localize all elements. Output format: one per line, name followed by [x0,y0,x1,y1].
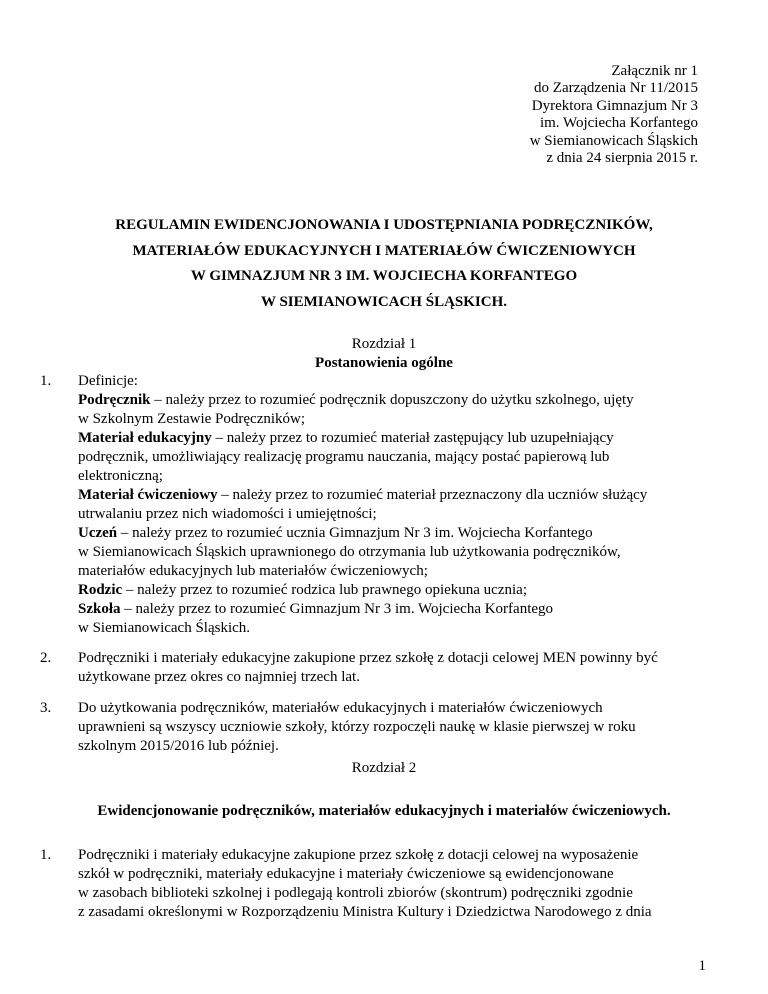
chapter1-label: Rozdział 1 [351,336,417,352]
definition-text: podręcznik, umożliwiający realizację programu nauczania, mający postać papierową lub [78,449,610,465]
definition-rodzic [78,581,720,600]
title-line: MATERIAŁÓW EDUKACYJNYCH I MATERIAŁÓW ĆWICZENIOWYCH [132,242,636,259]
item-number: 1. [40,847,52,863]
item-text: z zasadami określonymi w Rozporządzeniu Ministra Kultury i Dziedzictwa Narodowego z dnia [78,904,652,920]
annex-reference [530,63,698,167]
item-text: w zasobach biblioteki szkolnej i podlegają kontroli zbiorów (skontrum) podręczniki zgodnie [78,885,633,901]
definition-text: – należy przez to rozumieć rodzica lub prawnego opiekuna ucznia; [122,582,527,598]
definitions-intro: Definicje: [78,373,138,389]
annex-line: w Siemianowicach Śląskich [529,132,698,149]
title-line: REGULAMIN EWIDENCJONOWANIA I UDOSTĘPNIANIA PODRĘCZNIKÓW, [115,217,653,233]
item-text: uprawnieni są wszyscy uczniowie szkoły, którzy rozpoczęli naukę w klasie pierwszej w roku [78,719,636,735]
annex-line: z dnia 24 sierpnia 2015 r. [546,150,698,167]
definition-text: – należy przez to rozumieć materiał zastępujący lub uzupełniający [211,430,614,446]
definition-podrecznik [78,391,720,410]
item-text: szkół w podręczniki, materiały edukacyjne i materiały ćwiczeniowe są ewidencjonowane [78,866,614,882]
document-title [60,213,708,315]
definition-text: – należy przez to rozumieć podręcznik dopuszczony do użytku szkolnego, ujęty [150,392,634,408]
chapter1-heading: Postanowienia ogólne [315,355,453,371]
title-line: W GIMNAZJUM NR 3 IM. WOJCIECHA KORFANTEGO [190,268,578,284]
definition-material-edukacyjny [78,429,720,448]
item-text: Do użytkowania podręczników, materiałów edukacyjnych i materiałów ćwiczeniowych [78,700,603,716]
definition-term: Materiał edukacyjny [78,430,212,446]
definition-uczen [78,524,720,543]
definition-term: Uczeń [78,525,118,541]
annex-line: do Zarządzenia Nr 11/2015 [534,80,698,97]
definition-term: Rodzic [78,582,123,598]
annex-line: Załącznik nr 1 [611,63,698,79]
page-number: 1 [698,958,706,974]
chapter2-label: Rozdział 2 [351,760,417,776]
annex-line: Dyrektora Gimnazjum Nr 3 [531,97,698,114]
definition-text: – należy przez to rozumieć Gimnazjum Nr 3 im. Wojciecha Korfantego [120,601,554,617]
definition-text: elektroniczną; [78,468,163,484]
title-line: W SIEMIANOWICACH ŚLĄSKICH. [260,293,508,310]
definition-text: w Siemianowicach Śląskich uprawnionego do otrzymania lub użytkowania podręczników, [78,544,621,560]
list-item [40,372,720,638]
definition-term: Podręcznik [78,392,151,408]
definition-text: materiałów edukacyjnych lub materiałów ćwiczeniowych; [78,563,428,579]
definition-material-cwiczeniowy [78,486,720,505]
definition-term: Szkoła [78,601,121,617]
item-text: Podręczniki i materiały edukacyjne zakupione przez szkołę z dotacji celowej MEN powinny być [78,650,658,666]
chapter1-list [40,372,720,756]
definition-szkola [78,600,720,619]
item-text: użytkowane przez okres co najmniej trzech lat. [78,669,360,685]
definition-text: – należy przez to rozumieć materiał przeznaczony dla uczniów służący [217,487,648,503]
list-item [40,699,720,756]
definition-term: Materiał ćwiczeniowy [78,487,218,503]
list-item [40,846,720,922]
chapter2-heading: Ewidencjonowanie podręczników, materiałów edukacyjnych i materiałów ćwiczeniowych. [97,803,671,819]
item-number: 2. [40,650,52,666]
chapter2-list [40,846,720,922]
definition-text: w Szkolnym Zestawie Podręczników; [78,411,306,427]
definition-text: – należy przez to rozumieć ucznia Gimnazjum Nr 3 im. Wojciecha Korfantego [117,525,593,541]
definition-text: w Siemianowicach Śląskich. [78,620,251,636]
item-number: 1. [40,373,52,389]
definition-text: utrwalaniu przez nich wiadomości i umiejętności; [78,506,377,522]
item-text: szkolnym 2015/2016 lub później. [78,738,279,754]
list-item [40,649,720,687]
item-number: 3. [40,700,52,716]
item-text: Podręczniki i materiały edukacyjne zakupione przez szkołę z dotacji celowej na wyposażenie [78,847,639,863]
annex-line: im. Wojciecha Korfantego [539,115,698,132]
